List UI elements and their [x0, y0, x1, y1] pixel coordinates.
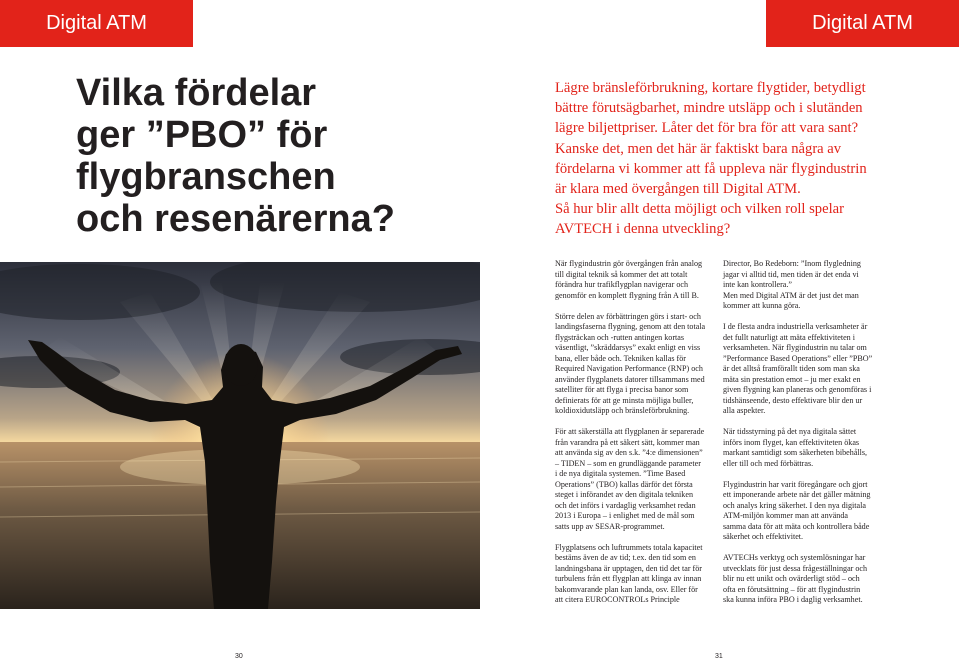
lead-line: Lägre bränsleförbrukning, kortare flygtider, betydligt	[555, 80, 866, 96]
text-line: använder flygplanets datorer tillsammans med	[555, 374, 705, 384]
text-line: genomför en komplett flygning från A till B.	[555, 290, 699, 300]
article-headline	[76, 72, 476, 240]
text-line: För att säkerställa att flygplanen är separerade	[555, 427, 705, 436]
text-line: väsentligt, ”skräddarsys” exakt enligt en viss	[555, 343, 701, 352]
text-line: blir nu ett unikt och ovärderligt stöd – och	[723, 574, 860, 583]
text-line: till digital teknik så kommer det att totalt	[555, 269, 688, 279]
text-line: När flygindustrin gör övergången från analog	[555, 259, 703, 268]
text-line: I de flesta andra industriella verksamheter är	[723, 322, 868, 331]
text-line: given flygning kan planeras och genomföras i	[723, 385, 872, 394]
text-line: ATM-miljön kommer man att använda	[723, 511, 848, 520]
paragraph	[723, 427, 885, 469]
text-line: att använda sig av den s.k. ”4:e dimensionen”	[555, 448, 703, 457]
lead-line: fördelarna vi kommer att få uppleva när flygindustrin	[555, 160, 867, 177]
text-line: förändra hur trafikflygplan navigerar och	[555, 280, 689, 289]
text-line: och det införs i vardaglig verksamhet redan	[555, 500, 696, 510]
text-line: inte kan kontrollera.”	[723, 280, 792, 289]
paragraph	[555, 427, 717, 532]
text-line: Director, Bo Redeborn: ”Inom flygledning	[723, 259, 861, 268]
text-line: AVTECHs verktyg och systemlösningar har	[723, 553, 866, 562]
paragraph	[723, 480, 885, 543]
paragraph	[555, 312, 717, 417]
text-line: markant samtidigt som säkerheten bibehålls,	[723, 448, 868, 457]
page-number-left: 30	[235, 653, 243, 660]
text-line: När tidsstyrning på det nya digitala sättet	[723, 427, 857, 436]
paragraph	[555, 543, 717, 606]
text-line: ett imponerande arbete när det gäller mätning	[723, 490, 871, 499]
text-line: 2013 i Europa – i enlighet med de mål som	[555, 511, 695, 520]
text-line: jagar vi alltid tid, men tiden är det enda vi	[723, 269, 859, 279]
lead-line: AVTECH i denna utveckling?	[555, 221, 731, 238]
text-line: och analys kring säkerhet. I den nya digitala	[723, 500, 866, 510]
text-line: säkerhet och effektivitet.	[723, 532, 804, 541]
lead-line: Så hur blir allt detta möjligt och vilken roll spelar	[555, 201, 844, 218]
text-line: verksamheten. När flygindustrin nu talar om	[723, 343, 867, 352]
section-tab-right: Digital ATM	[766, 0, 959, 47]
text-line: Men med Digital ATM är det just det man	[723, 290, 859, 300]
headline-line: flygbranschen	[76, 156, 336, 198]
body-column-1	[555, 259, 717, 616]
lead-paragraph	[555, 78, 885, 240]
page-number-right: 31	[715, 653, 723, 660]
text-line: koldioxidutsläpp och bränsleförbrukning.	[555, 406, 690, 415]
text-line: tidshänseende, desto effektivare blir den ur	[723, 395, 863, 405]
text-line: Större delen av förbättringen görs i start- och	[555, 311, 701, 321]
lead-line: Kanske det, men det här är faktiskt bara några av	[555, 140, 842, 157]
text-line: landingsfaserna flygning, genom att den totala	[555, 322, 706, 331]
text-line: Flygplatsens och luftrummets totala kapacitet	[555, 542, 703, 552]
text-line: turbulens från ett flygplan att klinga av innan	[555, 574, 702, 583]
text-line: Operations” (TBO) kallas därför det första	[555, 479, 693, 489]
headline-line: ger ”PBO” för	[76, 114, 328, 156]
text-line: bana, eller både och. Tekniken kallas för	[555, 353, 686, 363]
text-line: landningsbana är upptagen, den tid det tar för	[555, 563, 702, 573]
text-line: införs inom flyget, kan effektiviteten ökas	[723, 437, 860, 447]
lead-line: lägre biljettpriser. Låter det för bra för att vara sant?	[555, 120, 859, 137]
text-line: flygsträckan och -rutten antingen kortas	[555, 332, 685, 342]
text-line: utvecklats för just dessa frågeställningar och	[723, 563, 868, 573]
text-line: samma data för att mäta och kontrollera både	[723, 521, 870, 531]
text-line: definierats för att ge minsta möjliga buller,	[555, 395, 694, 405]
text-line: eller till och med förbättras.	[723, 458, 814, 468]
headline-line: Vilka fördelar	[76, 72, 317, 114]
text-line: ska kunna införa PBO i daglig verksamhet.	[723, 595, 863, 604]
lead-line: är klara med övergången till Digital ATM.	[555, 181, 801, 198]
text-line: satts upp av SESAR-programmet.	[555, 521, 665, 531]
text-line: – TIDEN – som en grundläggande parameter	[555, 458, 701, 468]
text-line: Flygindustrin har varit föregångare och gjort	[723, 479, 868, 489]
text-line: kommer att kunna göra.	[723, 301, 801, 310]
paragraph	[723, 259, 885, 312]
paragraph	[723, 322, 885, 417]
text-line: satelliter för att flyga i precisa banor som	[555, 385, 689, 394]
text-line: Required Navigation Performance (RNP) och	[555, 364, 703, 373]
text-line: det fullt naturligt att mäta effektiviteten i	[723, 332, 856, 342]
headline-line: och resenärerna?	[76, 198, 395, 240]
text-line: ”Performance Based Operations” eller ”PBO”	[723, 353, 873, 363]
text-line: steget i införandet av den digitala tekniken	[555, 490, 693, 499]
text-line: bestäms även de av tid; t.ex. den tid som en	[555, 553, 696, 562]
text-line: från varandra på ett säkert sätt, kommer man	[555, 437, 700, 447]
text-line: bakomvarande plan kan landa, osv. Eller för	[555, 584, 698, 594]
lead-line: bättre förutsägbarhet, mindre utsläpp och i slutänden	[555, 100, 863, 117]
text-line: ofta en förutsättning – för att flygindustrin	[723, 584, 861, 594]
text-line: i de nya digitala systemen. ”Time Based	[555, 469, 686, 478]
section-tab-left: Digital ATM	[0, 0, 193, 47]
text-line: att citera EUROCONTROLs Principle	[555, 595, 680, 604]
paragraph	[555, 259, 717, 301]
text-line: mäta sin prestation emot – ju mer exakt en	[723, 374, 861, 384]
text-line: alla aspekter.	[723, 406, 766, 415]
body-column-2	[723, 259, 885, 616]
beach-sunset-photo	[0, 262, 480, 609]
paragraph	[723, 553, 885, 606]
text-line: är det alltså framförallt tiden som man ska	[723, 364, 860, 373]
